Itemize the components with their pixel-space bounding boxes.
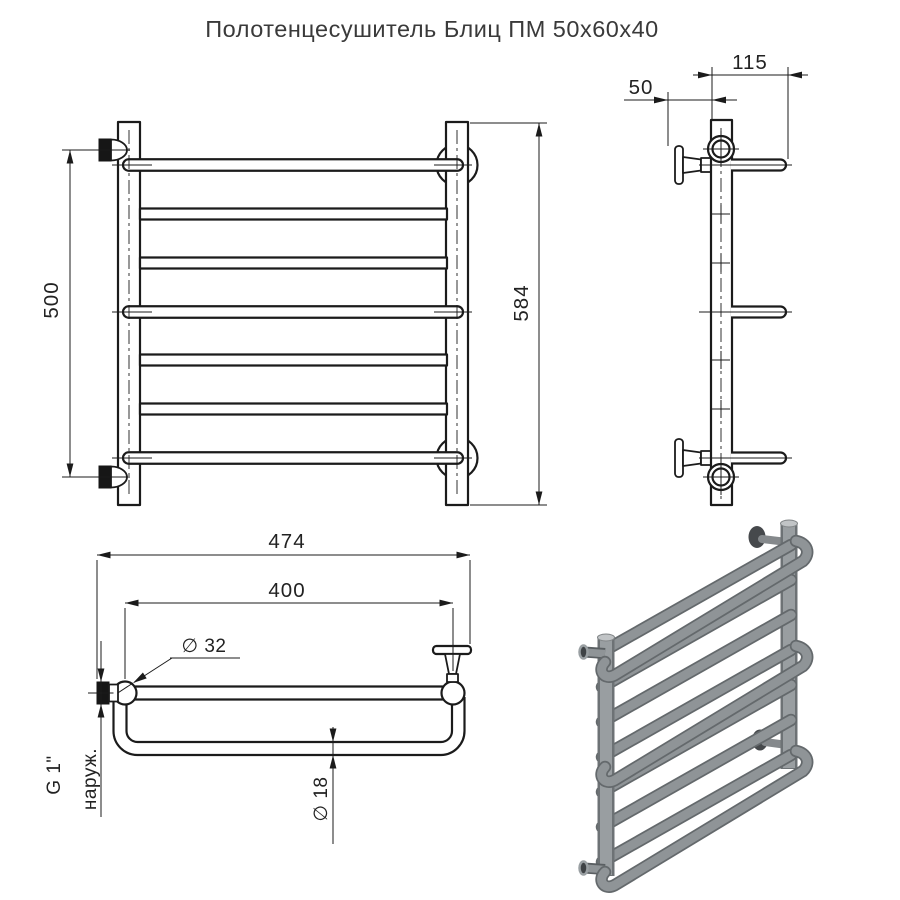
- bracket-collar: [447, 674, 458, 682]
- side-port: [586, 652, 605, 653]
- thread-label: G 1": [44, 755, 65, 795]
- dim-500-label: 500: [40, 281, 63, 319]
- dim-400-label: 400: [268, 579, 306, 602]
- plan-wall-bracket: [433, 646, 471, 682]
- arrowhead-icon: [98, 669, 105, 683]
- dim-thread: [44, 641, 104, 817]
- dim-dia18-label: ∅ 18: [311, 776, 332, 822]
- dim-115-label: 115: [732, 51, 768, 74]
- side-view: [624, 51, 808, 505]
- collector-cap: [598, 634, 615, 641]
- arrowhead-icon: [654, 97, 668, 104]
- bracket-flange: [433, 646, 471, 654]
- dim-dia18: [311, 727, 336, 844]
- arrowhead-icon: [330, 729, 337, 743]
- dim-500: [40, 150, 73, 477]
- plan-loop-tube-inner: [127, 699, 453, 742]
- front-loop-rung: [123, 452, 463, 464]
- arrowhead-icon: [67, 464, 74, 478]
- arrowhead-icon: [67, 150, 74, 164]
- arrowhead-icon: [98, 704, 105, 718]
- arrowhead-icon: [698, 72, 712, 79]
- bracket-neck: [683, 450, 701, 466]
- front-loop-rung: [123, 306, 463, 318]
- plan-loop-tube-outer: [114, 697, 465, 755]
- port-opening: [580, 862, 588, 875]
- dim-584: [470, 123, 547, 505]
- dim-400: [125, 579, 453, 679]
- arrowhead-icon: [440, 600, 454, 607]
- front-rung: [140, 209, 447, 220]
- arrowhead-icon: [125, 600, 139, 607]
- thread-label: наруж.: [80, 747, 101, 811]
- front-loop-rung: [123, 159, 463, 171]
- arrowhead-icon: [330, 755, 337, 769]
- arrowhead-icon: [536, 123, 543, 137]
- arrowhead-icon: [133, 673, 147, 684]
- drawing-title: Полотенцесушитель Блиц ПМ 50х60х40: [205, 16, 659, 42]
- dim-584-label: 584: [510, 284, 533, 322]
- render-3d: [580, 520, 808, 887]
- arrowhead-icon: [97, 552, 111, 559]
- arrowhead-icon: [788, 72, 802, 79]
- dim-dia32-label: ∅ 32: [181, 636, 227, 657]
- front-rung: [140, 404, 447, 415]
- collector-cap: [781, 520, 798, 527]
- dim-474: [97, 530, 470, 679]
- arrowhead-icon: [457, 552, 471, 559]
- dim-474-label: 474: [268, 530, 306, 553]
- bracket-neck: [683, 157, 701, 173]
- front-rung: [140, 258, 447, 269]
- front-rung: [140, 355, 447, 366]
- port-opening: [580, 646, 588, 659]
- plan-view: [44, 530, 471, 844]
- plan-collector-section: [442, 682, 465, 705]
- bracket-flange: [675, 439, 683, 477]
- dim-50-label: 50: [628, 76, 654, 99]
- dim-dia32: [133, 636, 240, 683]
- arrowhead-icon: [536, 492, 543, 506]
- bracket-flange: [675, 146, 683, 184]
- arrowhead-icon: [712, 97, 726, 104]
- front-view: [40, 122, 547, 505]
